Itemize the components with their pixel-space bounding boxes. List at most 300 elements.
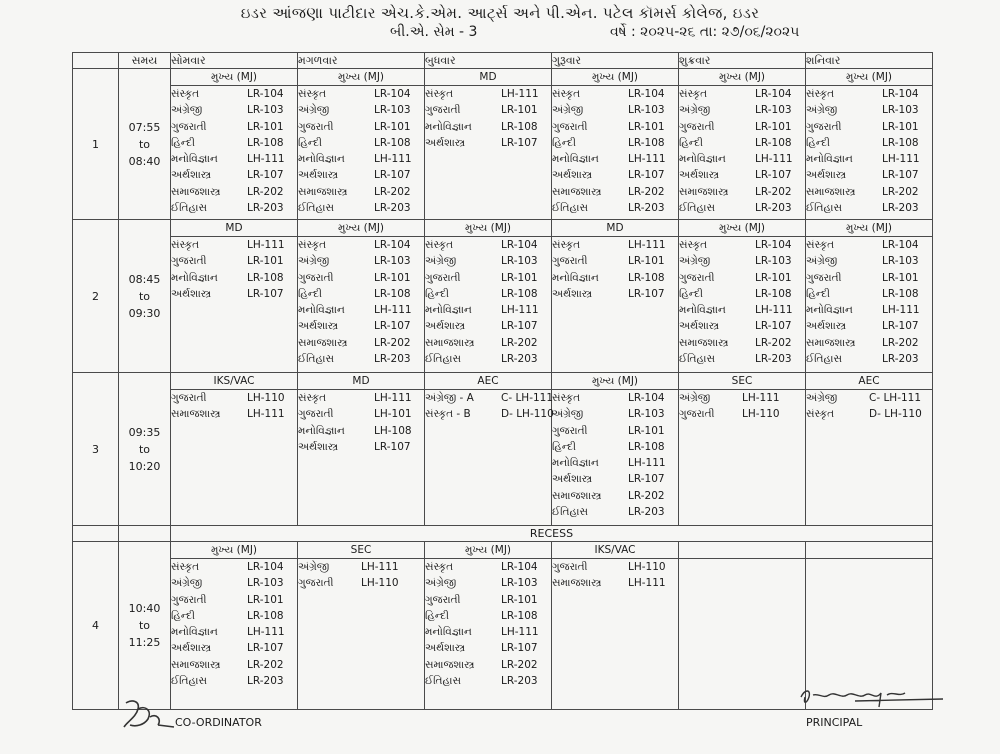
lecture-entry	[425, 673, 551, 689]
subject-name: મનોવિજ્ઞાન	[552, 457, 599, 470]
lecture-entry	[171, 608, 297, 624]
room-code: D- LH-110	[501, 408, 554, 421]
room-code: LR-108	[628, 136, 665, 149]
subject-name: ગુજરાતી	[298, 271, 334, 284]
lecture-cell-thursday	[552, 559, 679, 710]
room-code: LH-111	[882, 304, 920, 317]
lecture-entry	[679, 318, 805, 334]
corner-cell	[73, 53, 119, 69]
year-date-label: વર્ષે : ૨૦૨૫-૨૬ તા: ૨૭/૦૬/૨૦૨૫	[610, 24, 800, 40]
lecture-entry	[171, 575, 297, 591]
subject-name: ગુજરાતી	[298, 120, 334, 133]
room-code: LR-108	[628, 271, 665, 284]
room-code: LR-104	[501, 561, 538, 573]
lecture-entry	[171, 119, 297, 135]
subject-name: સમાજશાસ્ત્ર	[806, 185, 856, 198]
subject-name: અંગ્રેજી	[298, 255, 330, 268]
subject-category-tuesday: SEC	[298, 542, 425, 559]
room-code: LR-103	[882, 104, 919, 117]
subject-name: ગુજરાતી	[552, 120, 588, 133]
room-code: LR-104	[628, 88, 665, 100]
subject-name: મનોવિજ્ઞાન	[171, 153, 218, 166]
lecture-entry	[298, 237, 424, 253]
lecture-entry	[806, 151, 932, 167]
room-code: LR-104	[247, 88, 284, 100]
lecture-entry	[806, 119, 932, 135]
subject-name: ઈતિહાસ	[679, 353, 715, 366]
subject-name: મનોવિજ્ઞાન	[425, 120, 472, 133]
lecture-entry	[425, 302, 551, 318]
lecture-cell-wednesday	[425, 237, 552, 373]
subject-name: ગુજરાતી	[806, 120, 842, 133]
subject-category-friday: મુખ્ય (MJ)	[679, 220, 806, 237]
period-time-line: to	[138, 137, 151, 151]
subject-name: મનોવિજ્ઞાન	[171, 626, 218, 639]
period-time-line: to	[138, 289, 151, 303]
lecture-entry	[425, 592, 551, 608]
subject-name: મનોવિજ્ઞાન	[298, 304, 345, 317]
subject-name: હિન્દી	[171, 609, 195, 622]
lecture-entry	[679, 302, 805, 318]
subject-name: અંગ્રેજી	[679, 392, 711, 404]
room-code: LR-107	[501, 642, 538, 655]
subject-category-saturday: મુખ્ય (MJ)	[806, 69, 933, 86]
subject-name: ઈતિહાસ	[806, 202, 842, 215]
subject-name: અંગ્રેજી	[171, 577, 203, 590]
period-time-line: 10:40	[128, 602, 161, 615]
lecture-cell-monday	[171, 559, 298, 710]
lecture-entry	[806, 86, 932, 102]
lecture-entry	[552, 488, 678, 504]
subject-name: સંસ્કૃત	[425, 561, 454, 573]
subject-name: અર્થશાસ્ત્ર	[552, 287, 593, 300]
period-time-line: 07:55	[128, 120, 161, 134]
subject-name: અર્થશાસ્ત્ર	[425, 136, 466, 149]
lecture-entry	[552, 253, 678, 269]
subject-name: સમાજશાસ્ત્ર	[171, 658, 221, 671]
lecture-entry	[298, 151, 424, 167]
lecture-entry	[298, 200, 424, 216]
room-code: LR-108	[247, 271, 284, 284]
room-code: LR-108	[628, 440, 665, 453]
lecture-cell-tuesday	[298, 237, 425, 373]
room-code: LR-101	[247, 120, 284, 133]
subject-name: હિન્દી	[806, 136, 830, 149]
room-code: LR-103	[755, 255, 792, 268]
subject-name: ગુજરાતી	[171, 392, 207, 404]
subject-name: સંસ્કૃત - B	[425, 408, 471, 421]
room-code: LR-202	[882, 185, 919, 198]
subject-name: ગુજરાતી	[425, 104, 461, 117]
room-code: LH-110	[247, 392, 285, 404]
lecture-entry	[171, 270, 297, 286]
lecture-entry	[171, 657, 297, 673]
room-code: LR-202	[755, 336, 792, 349]
subject-name: ઈતિહાસ	[552, 506, 588, 519]
subject-name: અંગ્રેજી	[806, 392, 838, 404]
lecture-entry	[298, 439, 424, 455]
room-code: LH-111	[882, 153, 920, 166]
subject-name: અંગ્રેજી	[425, 255, 457, 268]
room-code: LH-111	[247, 408, 285, 421]
day-header-saturday: શનિવાર	[806, 53, 933, 69]
subject-name: સમાજશાસ્ત્ર	[425, 658, 475, 671]
subject-category-monday: મુખ્ય (MJ)	[171, 542, 298, 559]
lecture-entry	[552, 439, 678, 455]
room-code: LR-107	[755, 320, 792, 333]
room-code: LR-202	[501, 336, 538, 349]
lecture-entry	[806, 302, 932, 318]
lecture-entry	[552, 167, 678, 183]
period-number: 3	[73, 373, 119, 526]
lecture-cell-wednesday	[425, 390, 552, 526]
room-code: LR-203	[374, 353, 411, 366]
room-code: LR-203	[247, 675, 284, 688]
subject-name: મનોવિજ્ઞાન	[171, 271, 218, 284]
period-time-line: 09:30	[128, 306, 161, 320]
subject-name: અર્થશાસ્ત્ર	[552, 169, 593, 182]
subject-name: અર્થશાસ્ત્ર	[679, 169, 720, 182]
lecture-entry	[552, 184, 678, 200]
room-code: LR-107	[628, 169, 665, 182]
subject-name: ગુજરાતી	[679, 408, 715, 421]
lecture-entry	[679, 102, 805, 118]
lecture-cell-monday	[171, 86, 298, 220]
lecture-entry	[298, 253, 424, 269]
lecture-entry	[425, 237, 551, 253]
room-code: LR-107	[882, 169, 919, 182]
subject-name: અર્થશાસ્ત્ર	[171, 642, 212, 655]
period-subheader-row	[73, 69, 933, 86]
subject-name: ગુજરાતી	[552, 561, 588, 573]
subject-category-friday	[679, 542, 806, 559]
period-time	[119, 542, 171, 710]
room-code: LH-111	[247, 153, 285, 166]
room-code: LR-203	[247, 202, 284, 215]
subject-name: ગુજરાતી	[806, 271, 842, 284]
room-code: LH-111	[501, 304, 539, 317]
lecture-entry	[298, 318, 424, 334]
room-code: LH-111	[374, 304, 412, 317]
room-code: LR-108	[374, 136, 411, 149]
room-code: LR-103	[628, 408, 665, 421]
subject-name: મનોવિજ્ઞાન	[679, 153, 726, 166]
subject-name: મનોવિજ્ઞાન	[552, 271, 599, 284]
room-code: LR-202	[247, 658, 284, 671]
subject-name: સમાજશાસ્ત્ર	[552, 577, 602, 590]
subject-name: અર્થશાસ્ત્ર	[298, 169, 339, 182]
room-code: LH-111	[361, 561, 399, 573]
lecture-entry	[806, 253, 932, 269]
room-code: LR-202	[247, 185, 284, 198]
subject-category-wednesday: AEC	[425, 373, 552, 390]
period-time	[119, 373, 171, 526]
room-code: LR-104	[755, 88, 792, 100]
subject-name: ઈતિહાસ	[425, 353, 461, 366]
subject-name: ગુજરાતી	[552, 255, 588, 268]
day-header-thursday: ગુરૂવાર	[552, 53, 679, 69]
lecture-entry	[806, 237, 932, 253]
timetable	[72, 52, 933, 710]
lecture-entry	[679, 237, 805, 253]
subject-name: સંસ્કૃત	[171, 88, 200, 100]
room-code: LR-103	[374, 104, 411, 117]
subject-name: અંગ્રેજી	[171, 104, 203, 117]
principal-label: PRINCIPAL	[806, 716, 863, 729]
room-code: LR-101	[501, 271, 538, 284]
lecture-entry	[806, 135, 932, 151]
lecture-entry	[806, 318, 932, 334]
lecture-entry	[298, 423, 424, 439]
lecture-entry	[552, 286, 678, 302]
lecture-entry	[425, 253, 551, 269]
subject-name: સંસ્કૃત	[806, 408, 835, 421]
period-row	[73, 86, 933, 220]
room-code: LR-101	[628, 120, 665, 133]
room-code: LR-107	[628, 287, 665, 300]
lecture-entry	[552, 575, 678, 591]
lecture-entry	[679, 167, 805, 183]
lecture-entry	[425, 657, 551, 673]
period-number: 1	[73, 69, 119, 220]
class-label: બી.એ. સેમ - 3	[390, 24, 478, 40]
period-time	[119, 69, 171, 220]
subject-category-tuesday: મુખ્ય (MJ)	[298, 220, 425, 237]
lecture-entry	[171, 200, 297, 216]
subject-name: ઈતિહાસ	[806, 353, 842, 366]
lecture-entry	[171, 286, 297, 302]
subject-name: હિન્દી	[552, 440, 576, 453]
subject-name: હિન્દી	[425, 609, 449, 622]
lecture-entry	[552, 390, 678, 406]
subject-name: મનોવિજ્ઞાન	[552, 153, 599, 166]
subject-name: સમાજશાસ્ત્ર	[552, 489, 602, 502]
period-time-line: 08:45	[128, 272, 161, 286]
subject-name: સમાજશાસ્ત્ર	[171, 185, 221, 198]
subject-category-thursday: MD	[552, 220, 679, 237]
subject-name: ઈતિહાસ	[298, 353, 334, 366]
subject-name: અર્થશાસ્ત્ર	[552, 473, 593, 486]
room-code: C- LH-111	[501, 392, 554, 404]
room-code: LR-108	[501, 287, 538, 300]
room-code: LR-101	[755, 271, 792, 284]
timetable-body	[73, 69, 933, 710]
subject-category-saturday: મુખ્ય (MJ)	[806, 220, 933, 237]
subject-name: મનોવિજ્ઞાન	[298, 424, 345, 437]
lecture-entry	[806, 335, 932, 351]
lecture-cell-saturday	[806, 86, 933, 220]
subject-name: અર્થશાસ્ત્ર	[298, 320, 339, 333]
room-code: LR-101	[501, 104, 538, 117]
lecture-entry	[171, 559, 297, 575]
lecture-entry	[679, 351, 805, 367]
room-code: LR-203	[628, 506, 665, 519]
room-code: LH-110	[361, 577, 399, 590]
lecture-entry	[171, 102, 297, 118]
room-code: LR-103	[501, 255, 538, 268]
subject-name: સંસ્કૃત	[679, 88, 708, 100]
subject-name: અર્થશાસ્ત્ર	[679, 320, 720, 333]
lecture-cell-friday	[679, 237, 806, 373]
lecture-entry	[298, 286, 424, 302]
lecture-entry	[806, 390, 932, 406]
subject-name: સમાજશાસ્ત્ર	[806, 336, 856, 349]
room-code: LR-203	[755, 353, 792, 366]
lecture-entry	[425, 575, 551, 591]
room-code: LR-203	[501, 353, 538, 366]
lecture-entry	[552, 200, 678, 216]
room-code: LR-203	[882, 202, 919, 215]
lecture-entry	[425, 390, 554, 406]
recess-time-cell	[119, 526, 171, 542]
lecture-entry	[552, 237, 678, 253]
lecture-entry	[679, 335, 805, 351]
lecture-entry	[679, 270, 805, 286]
lecture-cell-friday	[679, 86, 806, 220]
room-code: LH-111	[247, 626, 285, 639]
lecture-entry	[298, 351, 424, 367]
subject-category-friday: મુખ્ય (MJ)	[679, 69, 806, 86]
lecture-entry	[425, 406, 554, 422]
room-code: LR-203	[755, 202, 792, 215]
recess-blank-cell	[73, 526, 119, 542]
room-code: LH-111	[628, 153, 666, 166]
lecture-entry	[425, 640, 551, 656]
lecture-entry	[171, 151, 297, 167]
room-code: LR-104	[755, 239, 792, 251]
subject-name: હિન્દી	[298, 287, 322, 300]
lecture-cell-thursday	[552, 390, 679, 526]
subject-name: ગુજરાતી	[171, 255, 207, 268]
lecture-entry	[552, 406, 678, 422]
room-code: LH-110	[628, 561, 666, 573]
room-code: LR-107	[501, 136, 538, 149]
subject-name: ઈતિહાસ	[679, 202, 715, 215]
room-code: LH-111	[755, 304, 793, 317]
room-code: LR-107	[247, 642, 284, 655]
subject-category-friday: SEC	[679, 373, 806, 390]
lecture-cell-tuesday	[298, 86, 425, 220]
coordinator-signature	[118, 697, 176, 733]
room-code: LH-111	[501, 626, 539, 639]
lecture-entry	[679, 286, 805, 302]
lecture-entry	[425, 318, 551, 334]
subject-name: સંસ્કૃત	[171, 239, 200, 251]
room-code: LH-111	[374, 153, 412, 166]
room-code: LR-108	[755, 136, 792, 149]
subject-name: સમાજશાસ્ત્ર	[679, 336, 729, 349]
room-code: LR-107	[374, 320, 411, 333]
lecture-cell-tuesday	[298, 390, 425, 526]
lecture-entry	[298, 184, 424, 200]
lecture-entry	[171, 640, 297, 656]
period-time-line: 11:25	[128, 636, 161, 649]
room-code: LH-108	[374, 424, 412, 437]
lecture-entry	[425, 559, 551, 575]
lecture-entry	[806, 351, 932, 367]
period-subheader-row	[73, 220, 933, 237]
room-code: LR-101	[882, 120, 919, 133]
subject-name: અર્થશાસ્ત્ર	[806, 169, 847, 182]
lecture-entry	[425, 119, 551, 135]
lecture-entry	[679, 151, 805, 167]
lecture-entry	[171, 390, 297, 406]
subject-name: મનોવિજ્ઞાન	[425, 626, 472, 639]
period-time-line: 09:35	[128, 425, 161, 439]
subject-name: સંસ્કૃત	[679, 239, 708, 251]
room-code: LR-104	[501, 239, 538, 251]
period-subheader-row	[73, 373, 933, 390]
subject-name: સંસ્કૃત	[298, 392, 327, 404]
room-code: LR-103	[247, 104, 284, 117]
lecture-entry	[552, 135, 678, 151]
lecture-cell-saturday	[806, 390, 933, 526]
subject-name: અંગ્રેજી	[425, 577, 457, 590]
subject-name: હિન્દી	[552, 136, 576, 149]
lecture-entry	[552, 559, 678, 575]
lecture-entry	[298, 270, 424, 286]
time-column-header: સમય	[119, 53, 171, 69]
period-time-line: 10:20	[128, 459, 161, 473]
room-code: LR-108	[882, 136, 919, 149]
subject-name: હિન્દી	[298, 136, 322, 149]
room-code: LR-107	[247, 287, 284, 300]
room-code: LR-108	[501, 609, 538, 622]
subject-name: મનોવિજ્ઞાન	[298, 153, 345, 166]
subject-name: ઈતિહાસ	[425, 675, 461, 688]
room-code: LH-110	[742, 408, 780, 421]
lecture-cell-thursday	[552, 237, 679, 373]
room-code: LR-107	[247, 169, 284, 182]
lecture-entry	[679, 390, 805, 406]
lecture-entry	[679, 406, 805, 422]
subject-name: સંસ્કૃત	[806, 239, 835, 251]
subject-name: સંસ્કૃત	[806, 88, 835, 100]
lecture-entry	[806, 286, 932, 302]
subject-name: મનોવિજ્ઞાન	[806, 153, 853, 166]
subject-name: સંસ્કૃત	[552, 88, 581, 100]
subject-name: સમાજશાસ્ત્ર	[171, 408, 221, 421]
lecture-entry	[679, 86, 805, 102]
room-code: LR-101	[628, 255, 665, 268]
room-code: LR-107	[628, 473, 665, 486]
lecture-entry	[298, 135, 424, 151]
lecture-entry	[425, 286, 551, 302]
room-code: LR-107	[374, 440, 411, 453]
subject-name: સંસ્કૃત	[298, 88, 327, 100]
room-code: LR-202	[628, 185, 665, 198]
room-code: LR-202	[374, 336, 411, 349]
subject-category-thursday: મુખ્ય (MJ)	[552, 373, 679, 390]
lecture-entry	[298, 119, 424, 135]
lecture-entry	[425, 608, 551, 624]
subject-category-monday: મુખ્ય (MJ)	[171, 69, 298, 86]
subject-name: મનોવિજ્ઞાન	[679, 304, 726, 317]
subject-name: ગુજરાતી	[679, 120, 715, 133]
subject-category-wednesday: મુખ્ય (MJ)	[425, 220, 552, 237]
room-code: LR-202	[628, 489, 665, 502]
period-time-line: to	[138, 442, 151, 456]
room-code: LR-104	[374, 239, 411, 251]
subject-name: ઈતિહાસ	[171, 675, 207, 688]
lecture-cell-wednesday	[425, 86, 552, 220]
room-code: LR-101	[882, 271, 919, 284]
subject-name: હિન્દી	[425, 287, 449, 300]
lecture-entry	[171, 592, 297, 608]
lecture-entry	[552, 455, 678, 471]
room-code: LR-203	[628, 202, 665, 215]
lecture-entry	[298, 302, 424, 318]
